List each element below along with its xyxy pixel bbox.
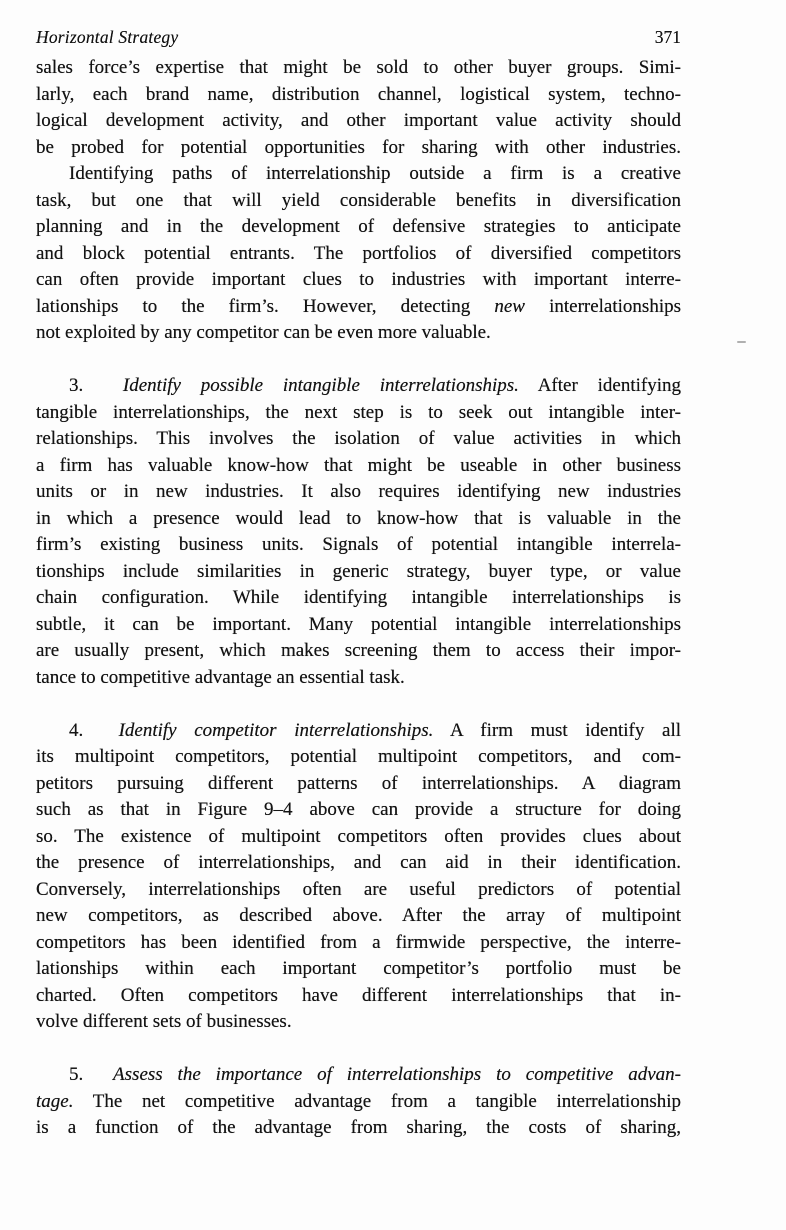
body-text: be probed for potential opportunities for sharing with other industries. (36, 136, 681, 158)
body-text: A firm must identify all (433, 719, 681, 741)
italic-text: Identify possible intangible interrelationships. (122, 375, 519, 396)
text-line (36, 55, 681, 82)
text-line (36, 1089, 681, 1116)
page-number: 371 (654, 27, 681, 47)
paragraph-gap (36, 347, 681, 374)
body-text: are usually present, which makes screening them to access their impor- (36, 640, 681, 661)
body-text: volve different sets of businesses. (36, 1011, 292, 1032)
body-text: tangible interrelationships, the next step is to seek out intangible inter- (36, 401, 681, 423)
text-line (36, 214, 681, 241)
italic-text: Assess the importance of interrelationships to competitive advan- (113, 1064, 681, 1085)
text-line (36, 665, 681, 692)
text-line (36, 638, 681, 665)
body-text: and block potential entrants. The portfolios of diversified competitors (36, 242, 681, 264)
body-text: so. The existence of multipoint competitors often provides clues about (36, 825, 681, 847)
text-line (36, 1062, 681, 1089)
body-text: lationships within each important competitor’s portfolio must be (36, 958, 681, 979)
text-line (36, 479, 681, 506)
body-text: in which a presence would lead to know-how that is valuable in the (36, 507, 681, 529)
page-body-text (36, 55, 681, 1142)
body-text: a firm has valuable know-how that might be useable in other business (36, 454, 681, 476)
text-line (36, 400, 681, 427)
text-line (36, 506, 681, 533)
body-text: relationships. This involves the isolation of value activities in which (36, 428, 681, 449)
text-line (36, 903, 681, 930)
body-text: After identifying (518, 375, 681, 396)
text-line (36, 320, 681, 347)
text-line (36, 188, 681, 215)
running-title: Horizontal Strategy (36, 27, 179, 47)
body-text: firm’s existing business units. Signals of potential intangible interrela- (36, 534, 681, 555)
text-line (36, 797, 681, 824)
paragraph-gap (36, 691, 681, 718)
body-text: new competitors, as described above. After the array of multipoint (36, 905, 681, 926)
text-line (36, 930, 681, 957)
body-text: tionships include similarities in generic strategy, buyer type, or value (36, 560, 681, 582)
body-text: its multipoint competitors, potential multipoint competitors, and com- (36, 746, 681, 767)
body-text: can often provide important clues to industries with important interre- (36, 269, 681, 290)
text-line (36, 612, 681, 639)
text-line (36, 585, 681, 612)
italic-text: tage. (36, 1090, 74, 1112)
text-line (36, 161, 681, 188)
body-text: petitors pursuing different patterns of interrelationships. A diagram (36, 772, 681, 794)
body-text: not exploited by any competitor can be even more valuable. (36, 322, 491, 343)
body-text: interrelationships (524, 295, 681, 317)
text-line (36, 824, 681, 851)
paragraph-gap (36, 1036, 681, 1063)
text-line (36, 532, 681, 559)
text-line (36, 744, 681, 771)
text-line (36, 82, 681, 109)
text-line (36, 559, 681, 586)
body-text: Conversely, interrelationships often are useful predictors of potential (36, 878, 681, 900)
text-line (36, 294, 681, 321)
body-text: subtle, it can be important. Many potential intangible interrelationships (36, 613, 681, 635)
body-text: task, but one that will yield considerable benefits in diversification (36, 189, 681, 211)
body-text: units or in new industries. It also requires identifying new industries (36, 481, 681, 502)
body-text: chain configuration. While identifying intangible interrelationships is (36, 587, 681, 608)
text-line (36, 241, 681, 268)
text-line (36, 373, 681, 400)
text-line (36, 267, 681, 294)
body-text: The net competitive advantage from a tangible interrelationship (73, 1090, 681, 1112)
body-text: lationships to the firm’s. However, detecting (36, 295, 495, 317)
text-line (36, 956, 681, 983)
body-text: competitors has been identified from a firmwide perspective, the interre- (36, 931, 681, 953)
italic-text: new (494, 295, 525, 317)
text-line (36, 771, 681, 798)
body-text: such as that in Figure 9–4 above can provide a structure for doing (36, 799, 681, 820)
body-text: charted. Often competitors have different interrelationships that in- (36, 984, 681, 1006)
body-text: 4. (69, 719, 119, 741)
text-line (36, 850, 681, 877)
body-text: sales force’s expertise that might be sold to other buyer groups. Simi- (36, 57, 681, 78)
body-text: tance to competitive advantage an essential task. (36, 666, 405, 688)
body-text: 3. (69, 375, 123, 396)
text-line (36, 983, 681, 1010)
body-text: larly, each brand name, distribution channel, logistical system, techno- (36, 83, 681, 105)
text-line (36, 108, 681, 135)
italic-text: Identify competitor interrelationships. (118, 719, 434, 741)
text-line (36, 426, 681, 453)
scan-artifact-mark (737, 341, 746, 343)
body-text: planning and in the development of defensive strategies to anticipate (36, 216, 681, 237)
text-line (36, 453, 681, 480)
text-line (36, 877, 681, 904)
body-text: Identifying paths of interrelationship outside a firm is a creative (69, 163, 681, 184)
body-text: 5. (69, 1064, 114, 1085)
body-text: is a function of the advantage from sharing, the costs of sharing, (36, 1117, 681, 1138)
page-header (36, 27, 681, 48)
text-line (36, 1115, 681, 1142)
text-line (36, 135, 681, 162)
text-line (36, 718, 681, 745)
text-line (36, 1009, 681, 1036)
body-text: the presence of interrelationships, and can aid in their identification. (36, 852, 681, 873)
body-text: logical development activity, and other important value activity should (36, 110, 681, 131)
